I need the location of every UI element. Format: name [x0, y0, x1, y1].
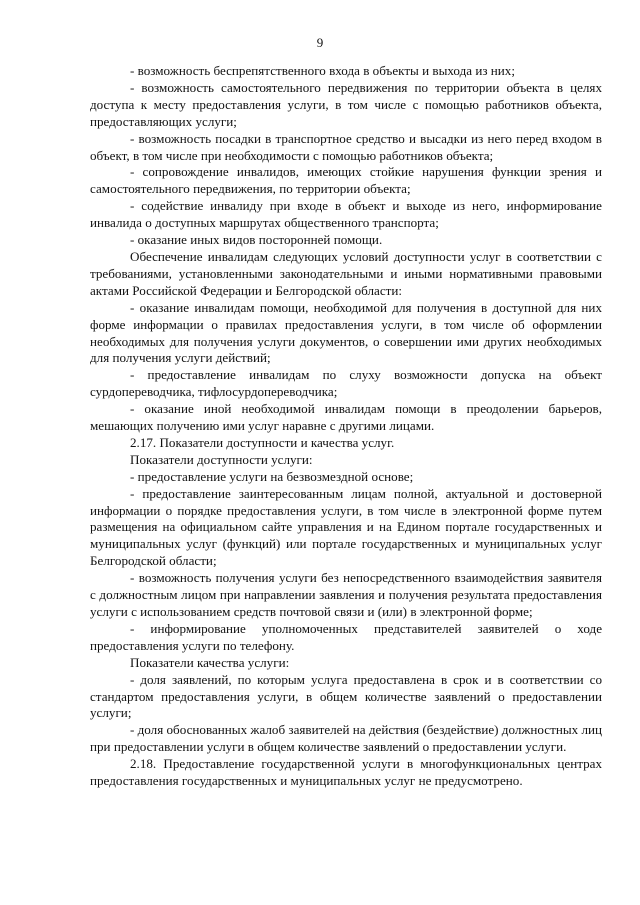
- paragraph: - сопровождение инвалидов, имеющих стойкие нарушения функции зрения и самостоятельного передвижения, по территории объекта;: [90, 164, 602, 197]
- paragraph: - оказание иных видов посторонней помощи.: [130, 232, 383, 248]
- paragraph: - доля заявлений, по которым услуга предоставлена в срок и в соответствии со стандартом предоставления услуги, в общем количестве заявлений о предоставлении услуги;: [90, 671, 602, 721]
- paragraph: - доля обоснованных жалоб заявителей на действия (бездействие) должностных лиц при предоставлении услуги в общем количестве заявлений о предоставлении услуги.: [90, 722, 602, 755]
- paragraph: - оказание инвалидам помощи, необходимой для получения в доступной для них форме информации о правилах предоставления услуги, в том числе об оформлении необходимых для получения услуги документов, о совершении ими других необходимых для получения услуги действий;: [90, 299, 602, 366]
- paragraph: Показатели качества услуги:: [130, 654, 290, 670]
- paragraph: - возможность посадки в транспортное средство и высадки из него перед входом в объект, в том числе при необходимости с помощью работников объекта;: [90, 130, 602, 163]
- paragraph: - содействие инвалиду при входе в объект и выходе из него, информирование инвалида о доступных маршрутах общественного транспорта;: [90, 198, 602, 231]
- section-heading: 2.18. Предоставление государственной услуги в многофункциональных центрах предоставления государственных и муниципальных услуг не предусмотрено.: [90, 756, 602, 789]
- paragraph: - информирование уполномоченных представителей заявителей о ходе предоставления услуги по телефону.: [90, 620, 602, 653]
- document-body: [90, 63, 602, 790]
- paragraph: Показатели доступности услуги:: [130, 451, 313, 467]
- paragraph: - возможность беспрепятственного входа в объекты и выхода из них;: [130, 63, 515, 78]
- paragraph: - возможность получения услуги без непосредственного взаимодействия заявителя с должностным лицом при направлении заявления и получения результата предоставления услуги с использованием средств почтовой связи и (или) в электронной форме;: [90, 570, 602, 619]
- paragraph: - возможность самостоятельного передвижения по территории объекта в целях доступа к месту предоставления услуги, в том числе с помощью работников объекта, предоставляющих услуги;: [90, 79, 602, 129]
- section-heading: 2.17. Показатели доступности и качества услуг.: [130, 434, 395, 450]
- page-number: 9: [316, 35, 324, 50]
- paragraph: - предоставление услуги на безвозмездной основе;: [130, 468, 414, 484]
- paragraph: - предоставление инвалидам по слуху возможности допуска на объект сурдопереводчика, тифлосурдопереводчика;: [90, 367, 602, 400]
- paragraph: - оказание иной необходимой инвалидам помощи в преодолении барьеров, мешающих получению ими услуг наравне с другими лицами.: [90, 401, 602, 434]
- paragraph: Обеспечение инвалидам следующих условий доступности услуг в соответствии с требованиями, установленными законодательными и иными нормативными правовыми актами Российской Федерации и Белгородской области:: [90, 248, 602, 298]
- paragraph: - предоставление заинтересованным лицам полной, актуальной и достоверной информации о порядке предоставления услуги, в том числе в электронной форме путем размещения на официальном сайте управления и на Едином портале государственных и муниципальных услуг (функций) или портале государственных и муниципальных услуг Белгородской области;: [90, 485, 602, 569]
